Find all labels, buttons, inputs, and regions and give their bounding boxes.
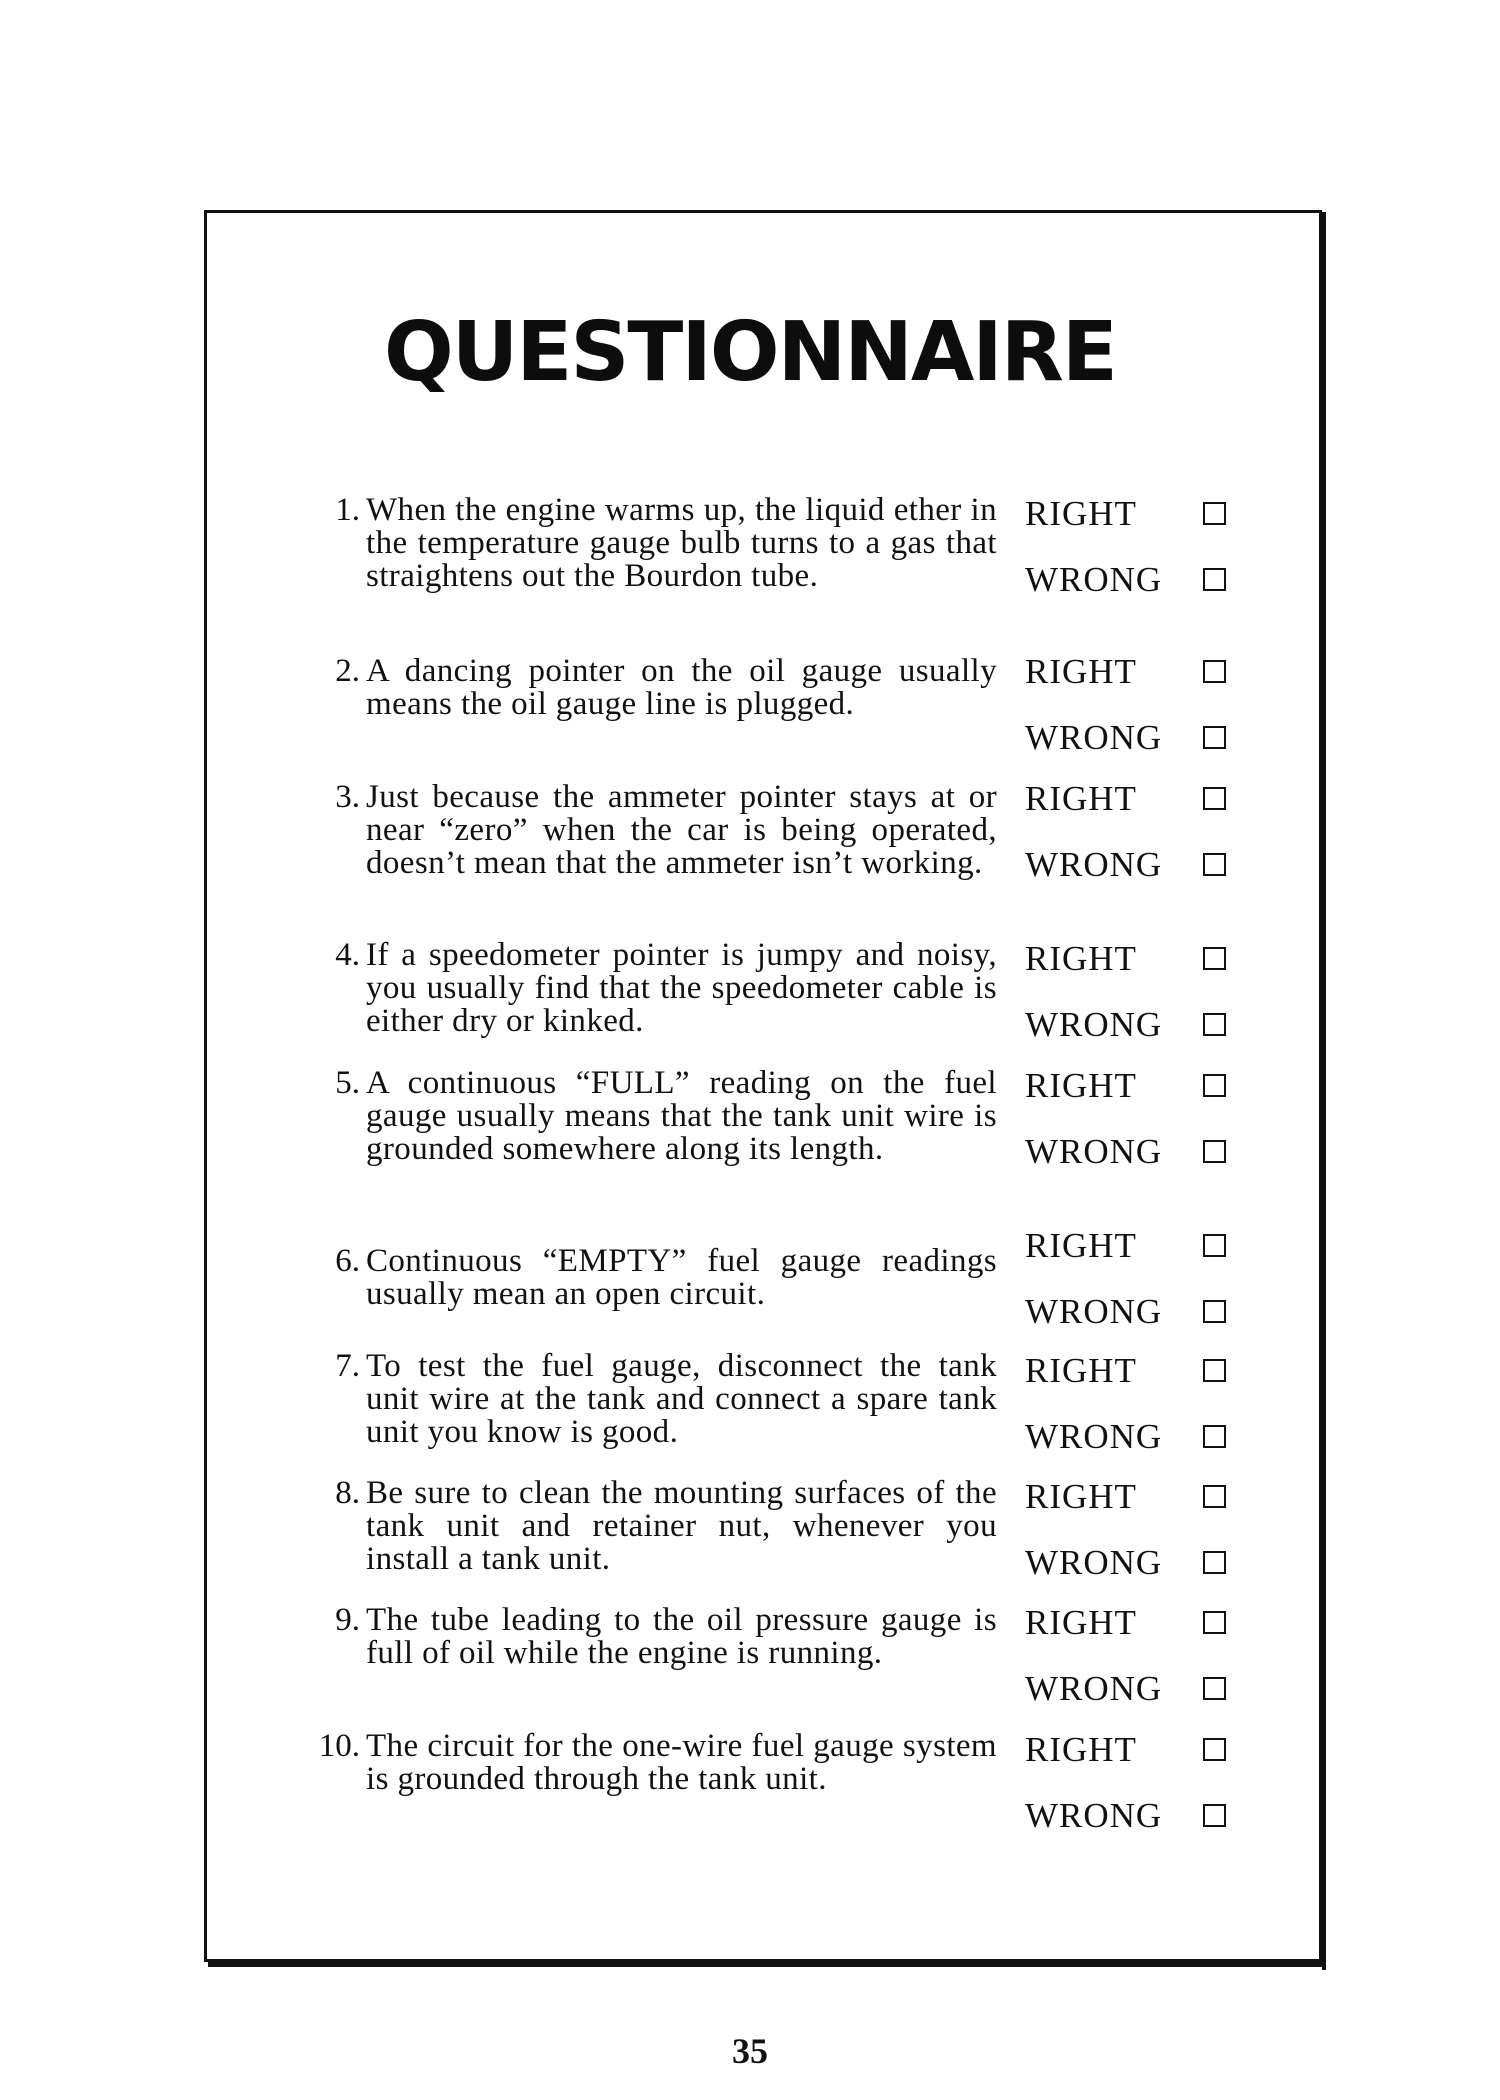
answer-wrong-option	[1025, 1417, 1305, 1457]
answer-wrong-label: WRONG	[1025, 1132, 1163, 1171]
answer-right-label: RIGHT	[1025, 1066, 1137, 1105]
answer-wrong-label: WRONG	[1025, 845, 1163, 884]
answer-wrong-option	[1025, 718, 1305, 758]
answer-wrong-label: WRONG	[1025, 1005, 1163, 1044]
answer-right-checkbox[interactable]	[1203, 1074, 1226, 1097]
question-text: Continuous “EMPTY” fuel gauge readings usually mean an open circuit.	[366, 1243, 997, 1312]
question-text: The circuit for the one-wire fuel gauge system is grounded through the tank unit.	[366, 1728, 997, 1797]
answer-wrong-option	[1025, 1132, 1305, 1172]
answer-right-option	[1025, 1477, 1305, 1517]
question-number: 7.	[335, 1348, 360, 1384]
answer-wrong-checkbox[interactable]	[1203, 1140, 1226, 1163]
question-number: 8.	[335, 1475, 360, 1511]
answer-right-option	[1025, 779, 1305, 819]
answer-right-label: RIGHT	[1025, 1730, 1137, 1769]
answer-wrong-option	[1025, 1796, 1305, 1836]
answer-wrong-checkbox[interactable]	[1203, 568, 1226, 591]
question-number: 10.	[318, 1728, 360, 1764]
answer-right-checkbox[interactable]	[1203, 502, 1226, 525]
question-number: 2.	[335, 653, 360, 689]
answer-right-label: RIGHT	[1025, 1603, 1137, 1642]
answer-wrong-label: WRONG	[1025, 1417, 1163, 1456]
answer-wrong-option	[1025, 560, 1305, 600]
question-text: To test the fuel gauge, disconnect the tank unit wire at the tank and connect a spare tank unit you know is good.	[366, 1348, 997, 1450]
answer-wrong-option	[1025, 1543, 1305, 1583]
answer-wrong-option	[1025, 1292, 1305, 1332]
answer-right-option	[1025, 1351, 1305, 1391]
question-number: 5.	[335, 1065, 360, 1101]
answer-right-checkbox[interactable]	[1203, 1485, 1226, 1508]
answer-right-checkbox[interactable]	[1203, 1359, 1226, 1382]
answer-right-label: RIGHT	[1025, 652, 1137, 691]
question-text: When the engine warms up, the liquid ether in the temperature gauge bulb turns to a gas that straightens out the Bourdon tube.	[366, 492, 997, 594]
answer-wrong-label: WRONG	[1025, 1543, 1163, 1582]
answer-right-option	[1025, 1603, 1305, 1643]
question-text: Just because the ammeter pointer stays at or near “zero” when the car is being operated, doesn’t mean that the ammeter isn’t working.	[366, 779, 997, 881]
frame-shadow-right	[1322, 212, 1326, 1970]
answer-right-option	[1025, 1066, 1305, 1106]
answer-wrong-checkbox[interactable]	[1203, 1013, 1226, 1036]
answer-right-option	[1025, 494, 1305, 534]
answer-right-checkbox[interactable]	[1203, 1234, 1226, 1257]
answer-wrong-label: WRONG	[1025, 718, 1163, 757]
answer-wrong-checkbox[interactable]	[1203, 1677, 1226, 1700]
answer-right-label: RIGHT	[1025, 1477, 1137, 1516]
answer-right-label: RIGHT	[1025, 1351, 1137, 1390]
answer-wrong-checkbox[interactable]	[1203, 853, 1226, 876]
answer-right-label: RIGHT	[1025, 1226, 1137, 1265]
answer-right-checkbox[interactable]	[1203, 1611, 1226, 1634]
answer-wrong-option	[1025, 1005, 1305, 1045]
page-title: QUESTIONNAIRE	[384, 305, 1116, 400]
answer-right-checkbox[interactable]	[1203, 660, 1226, 683]
question-number: 4.	[335, 937, 360, 973]
answer-right-label: RIGHT	[1025, 494, 1137, 533]
question-number: 1.	[335, 492, 360, 528]
answer-right-option	[1025, 1226, 1305, 1266]
question-text: If a speedometer pointer is jumpy and noisy, you usually find that the speedometer cable is either dry or kinked.	[366, 937, 997, 1039]
question-number: 9.	[335, 1602, 360, 1638]
answer-wrong-label: WRONG	[1025, 1796, 1163, 1835]
answer-wrong-checkbox[interactable]	[1203, 1300, 1226, 1323]
page-number: 35	[732, 2031, 768, 2071]
question-number: 6.	[335, 1243, 360, 1279]
answer-right-option	[1025, 939, 1305, 979]
answer-right-checkbox[interactable]	[1203, 1738, 1226, 1761]
answer-right-checkbox[interactable]	[1203, 947, 1226, 970]
question-text: A continuous “FULL” reading on the fuel gauge usually means that the tank unit wire is grounded somewhere along its length.	[366, 1065, 997, 1167]
answer-wrong-checkbox[interactable]	[1203, 1425, 1226, 1448]
question-text: Be sure to clean the mounting surfaces of the tank unit and retainer nut, whenever you install a tank unit.	[366, 1475, 997, 1577]
answer-wrong-option	[1025, 845, 1305, 885]
answer-right-label: RIGHT	[1025, 939, 1137, 978]
question-number: 3.	[335, 779, 360, 815]
frame-shadow-bottom	[208, 1962, 1326, 1967]
question-text: The tube leading to the oil pressure gauge is full of oil while the engine is running.	[366, 1602, 997, 1671]
answer-wrong-label: WRONG	[1025, 1669, 1163, 1708]
answer-right-checkbox[interactable]	[1203, 787, 1226, 810]
answer-wrong-option	[1025, 1669, 1305, 1709]
answer-wrong-checkbox[interactable]	[1203, 1804, 1226, 1827]
answer-right-label: RIGHT	[1025, 779, 1137, 818]
question-text: A dancing pointer on the oil gauge usually means the oil gauge line is plugged.	[366, 653, 997, 722]
answer-right-option	[1025, 1730, 1305, 1770]
answer-wrong-checkbox[interactable]	[1203, 726, 1226, 749]
answer-wrong-label: WRONG	[1025, 560, 1163, 599]
answer-wrong-label: WRONG	[1025, 1292, 1163, 1331]
answer-right-option	[1025, 652, 1305, 692]
answer-wrong-checkbox[interactable]	[1203, 1551, 1226, 1574]
